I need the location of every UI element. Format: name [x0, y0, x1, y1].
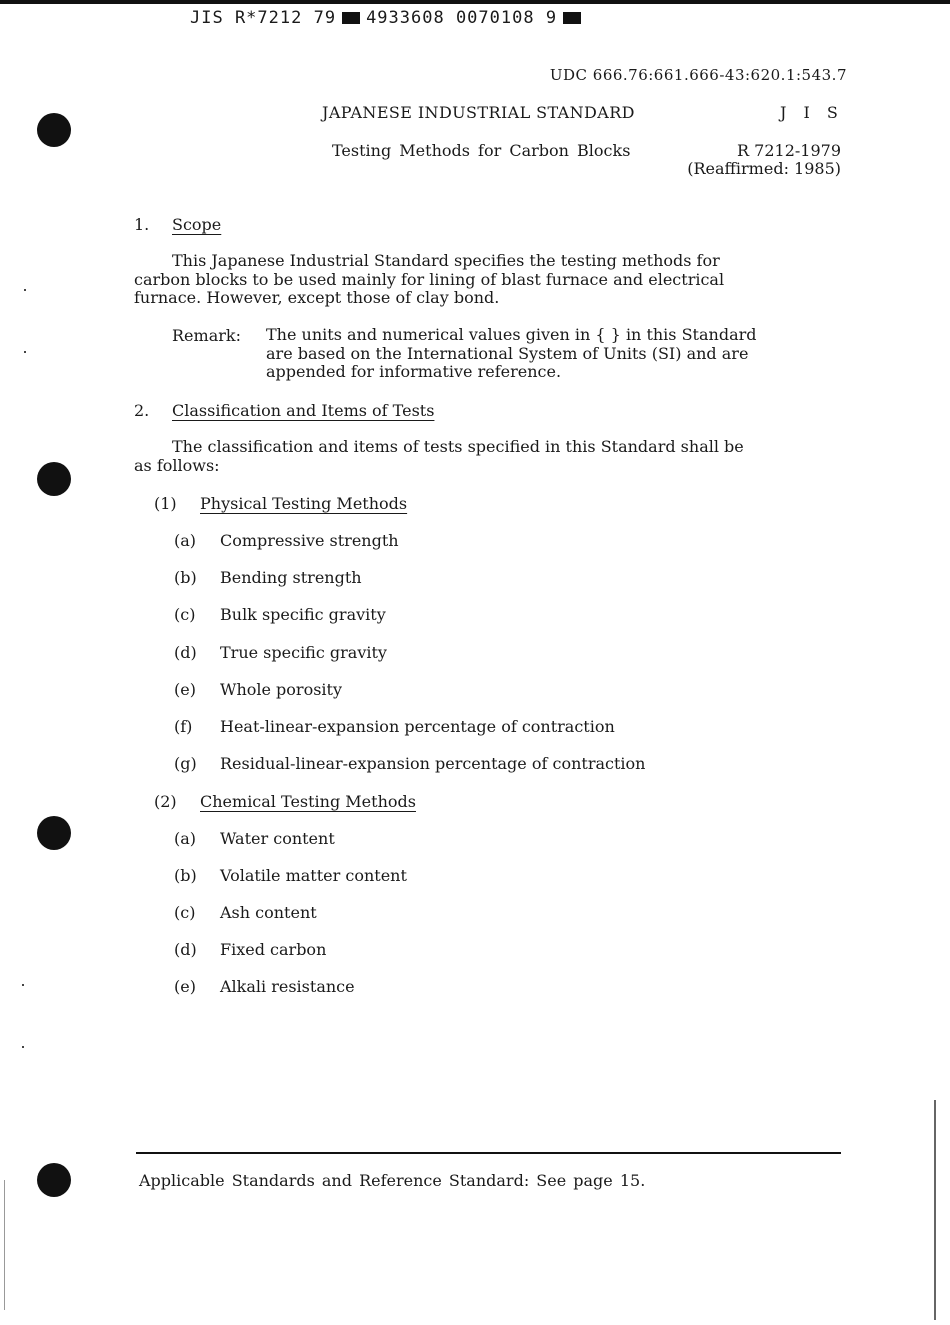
reaffirmed-date: (Reaffirmed: 1985)	[687, 159, 841, 178]
scope-paragraph	[134, 252, 854, 308]
subsection-title: Chemical Testing Methods	[200, 792, 416, 811]
punch-hole-icon	[37, 816, 71, 850]
scan-speck	[24, 351, 26, 353]
section-title: Classification and Items of Tests	[172, 401, 435, 420]
section-title: Scope	[172, 215, 222, 234]
section-heading-scope	[134, 215, 221, 234]
list-item	[174, 977, 355, 996]
item-text: Heat-linear-expansion percentage of contraction	[220, 717, 615, 736]
section-heading-classification	[134, 401, 434, 420]
item-label: (a)	[174, 531, 197, 550]
remark-text	[266, 326, 846, 382]
scan-speck	[22, 1046, 24, 1048]
list-item	[174, 717, 615, 736]
item-label: (f)	[174, 717, 193, 736]
list-item	[174, 754, 645, 773]
item-text: Alkali resistance	[220, 977, 355, 996]
punch-hole-icon	[37, 462, 71, 496]
list-item	[174, 605, 386, 624]
standard-label: JAPANESE INDUSTRIAL STANDARD	[322, 103, 635, 122]
paragraph-line: The classification and items of tests specified in this Standard shall be	[172, 437, 744, 456]
subsection-physical	[154, 494, 407, 513]
list-item	[174, 903, 317, 922]
item-label: (d)	[174, 940, 197, 959]
scan-top-edge	[0, 0, 950, 4]
section-number: 1.	[134, 215, 150, 234]
item-text: Compressive strength	[220, 531, 399, 550]
scan-right-edge	[934, 1100, 936, 1320]
section-number: 2.	[134, 401, 150, 420]
block-mark-icon	[342, 12, 360, 24]
list-item	[174, 940, 326, 959]
item-label: (e)	[174, 977, 196, 996]
subsection-number: (2)	[154, 792, 177, 811]
item-text: Whole porosity	[220, 680, 343, 699]
scan-left-edge	[4, 1180, 5, 1310]
list-item	[174, 680, 342, 699]
udc-code: UDC 666.76:661.666-43:620.1:543.7	[549, 66, 847, 84]
remark-line: are based on the International System of Units (SI) and are	[266, 343, 749, 363]
item-label: (b)	[174, 866, 197, 885]
item-text: Volatile matter content	[220, 866, 407, 885]
item-text: Bulk specific gravity	[220, 605, 386, 624]
subsection-number: (1)	[154, 494, 177, 513]
catalog-code-mid: 4933608 0070108 9	[366, 8, 558, 28]
subsection-title: Physical Testing Methods	[200, 494, 408, 513]
footnote-divider	[136, 1152, 841, 1154]
item-label: (a)	[174, 829, 197, 848]
list-item	[174, 531, 399, 550]
list-item	[174, 829, 335, 848]
remark-line: The units and numerical values given in { } in this Standard	[266, 325, 757, 344]
scan-speck	[22, 984, 24, 986]
classification-intro	[134, 438, 854, 475]
list-item	[174, 866, 407, 885]
catalog-code	[190, 8, 587, 28]
punch-hole-icon	[37, 113, 71, 147]
item-text: Ash content	[220, 903, 317, 922]
item-text: Bending strength	[220, 568, 362, 587]
standard-number: R 7212-1979	[737, 141, 841, 160]
scan-speck	[24, 289, 26, 291]
item-text: Fixed carbon	[220, 940, 327, 959]
jis-mark: J I S	[780, 103, 844, 122]
paragraph-line: as follows:	[134, 455, 220, 475]
item-text: Residual-linear-expansion percentage of contraction	[220, 754, 646, 773]
paragraph-line: furnace. However, except those of clay bond.	[134, 288, 500, 307]
footnote: Applicable Standards and Reference Standard: See page 15.	[139, 1171, 646, 1190]
list-item	[174, 643, 387, 662]
item-text: True specific gravity	[220, 643, 387, 662]
document-title: Testing Methods for Carbon Blocks	[332, 141, 631, 160]
catalog-code-left: JIS R*7212 79	[190, 8, 337, 28]
paragraph-line: This Japanese Industrial Standard specifies the testing methods for	[172, 251, 720, 270]
item-label: (d)	[174, 643, 197, 662]
item-label: (e)	[174, 680, 196, 699]
item-label: (c)	[174, 903, 196, 922]
remark-line: appended for informative reference.	[266, 362, 562, 381]
list-item	[174, 568, 362, 587]
item-text: Water content	[220, 829, 335, 848]
item-label: (g)	[174, 754, 197, 773]
item-label: (c)	[174, 605, 196, 624]
paragraph-line: carbon blocks to be used mainly for lining of blast furnace and electrical	[134, 269, 725, 289]
subsection-chemical	[154, 792, 416, 811]
punch-hole-icon	[37, 1163, 71, 1197]
remark-label: Remark:	[172, 326, 241, 345]
block-mark-icon	[563, 12, 581, 24]
item-label: (b)	[174, 568, 197, 587]
